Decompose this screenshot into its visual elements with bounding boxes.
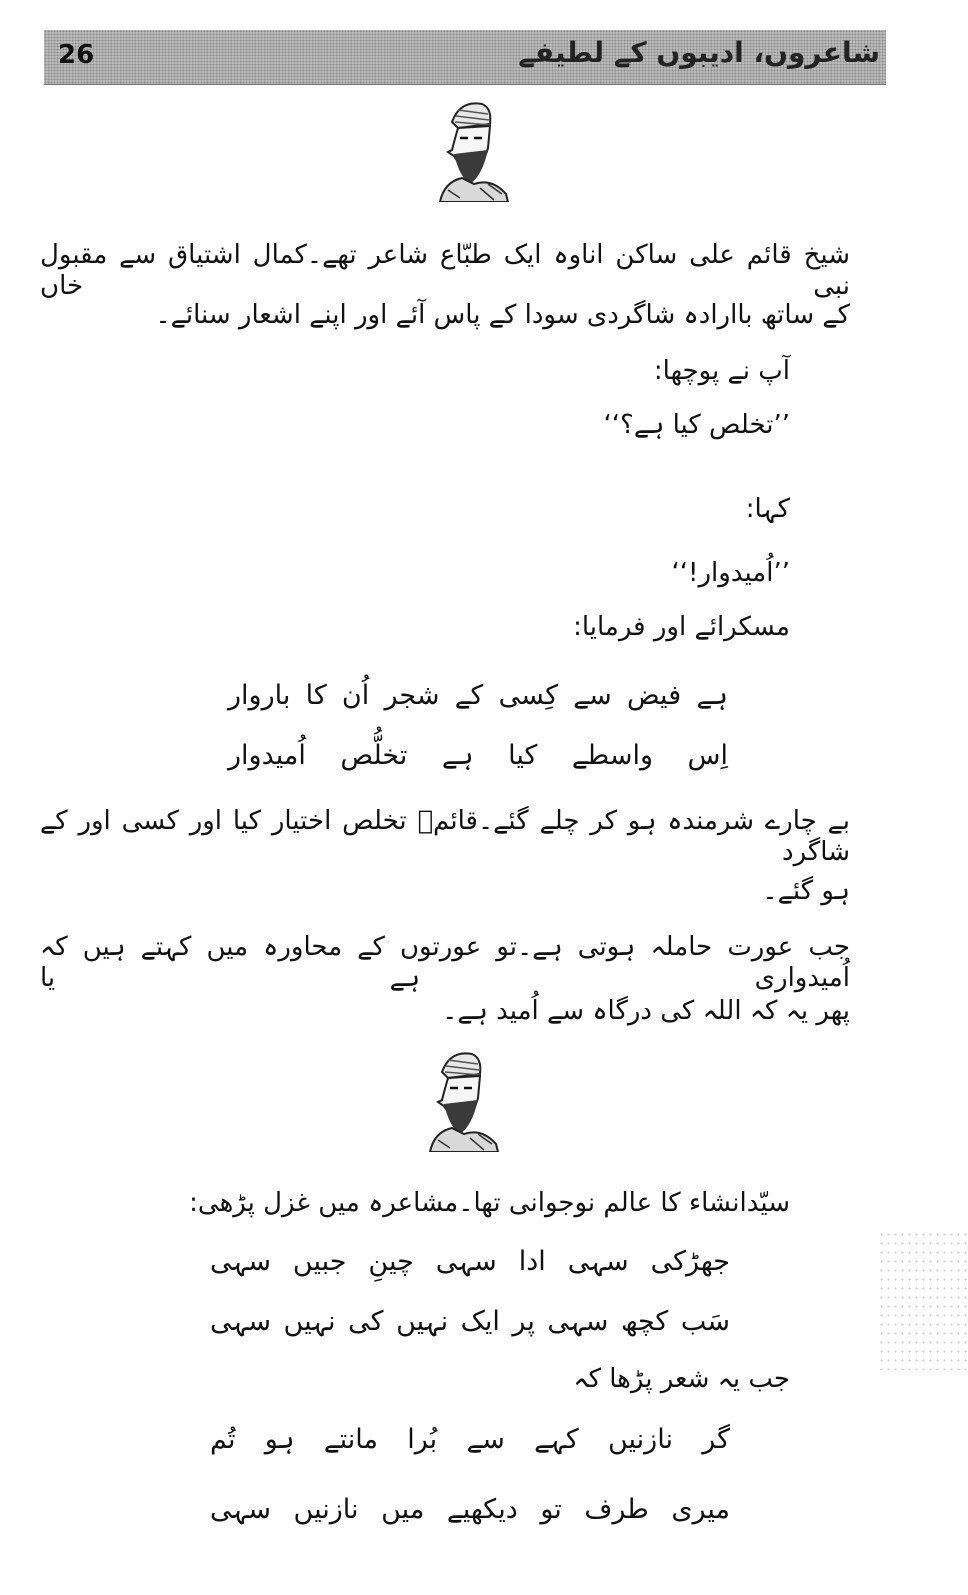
anecdote1-para3-line1: جب عورت حاملہ ہوتی ہے۔تو عورتوں کے محاورہ میں کہتے ہیں کہ اُمیدواری ہے یا (40, 932, 850, 994)
poet-portrait-icon (420, 1048, 506, 1152)
anecdote2-verse2-line2: میری طرف تو دیکھیے میں نازنیں سہی (210, 1494, 730, 1525)
anecdote1-answer: ’’اُمیدوار!‘‘ (671, 558, 790, 588)
anecdote1-para2-line2: ہو گئے۔ (762, 876, 850, 906)
anecdote2-intro: سیّدانشاء کا عالم نوجوانی تھا۔مشاعرہ میں غزل پڑھی: (189, 1188, 790, 1218)
page-header (44, 30, 886, 85)
anecdote1-para2-line1: بے چارے شرمندہ ہو کر چلے گئے۔قائمؔ تخلص اختیار کیا اور کسی اور کے شاگرد (40, 806, 850, 868)
anecdote2-verse1-line2: سَب کچھ سہی پر ایک نہیں کی نہیں سہی (210, 1306, 730, 1337)
anecdote1-asked: آپ نے پوچھا: (653, 356, 790, 386)
anecdote1-para1-line1: شیخ قائم علی ساکن اناوہ ایک طبّاع شاعر تھے۔کمال اشتیاق سے مقبول نبی خاں (40, 240, 850, 302)
anecdote1-para3-line2: پھر یہ کہ اللہ کی درگاہ سے اُمید ہے۔ (442, 996, 850, 1026)
anecdote1-verse-line2: اِس واسطے کیا ہے تخلُّص اُمیدوار (228, 740, 728, 771)
poet-portrait-icon (430, 98, 516, 202)
page-number: 26 (58, 40, 95, 70)
anecdote1-para1-line2: کے ساتھ باارادہ شاگردی سودا کے پاس آئے اور اپنے اشعار سنائے۔ (155, 300, 850, 330)
anecdote1-smiled: مسکرائے اور فرمایا: (573, 612, 790, 642)
anecdote2-when-read: جب یہ شعر پڑھا کہ (573, 1364, 790, 1394)
anecdote1-question: ’’تخلص کیا ہے؟‘‘ (603, 410, 790, 440)
anecdote2-verse1-line1: جھڑکی سہی ادا سہی چینِ جبیں سہی (210, 1246, 730, 1277)
anecdote1-said: کہا: (745, 494, 790, 524)
anecdote1-verse-line1: ہے فیض سے کِسی کے شجر اُن کا باروار (228, 680, 728, 711)
book-title: شاعروں، ادیبوں کے لطیفے (518, 36, 880, 69)
anecdote2-verse2-line1: گر نازنیں کہے سے بُرا مانتے ہو تُم (210, 1424, 730, 1455)
scan-noise (878, 1230, 968, 1370)
